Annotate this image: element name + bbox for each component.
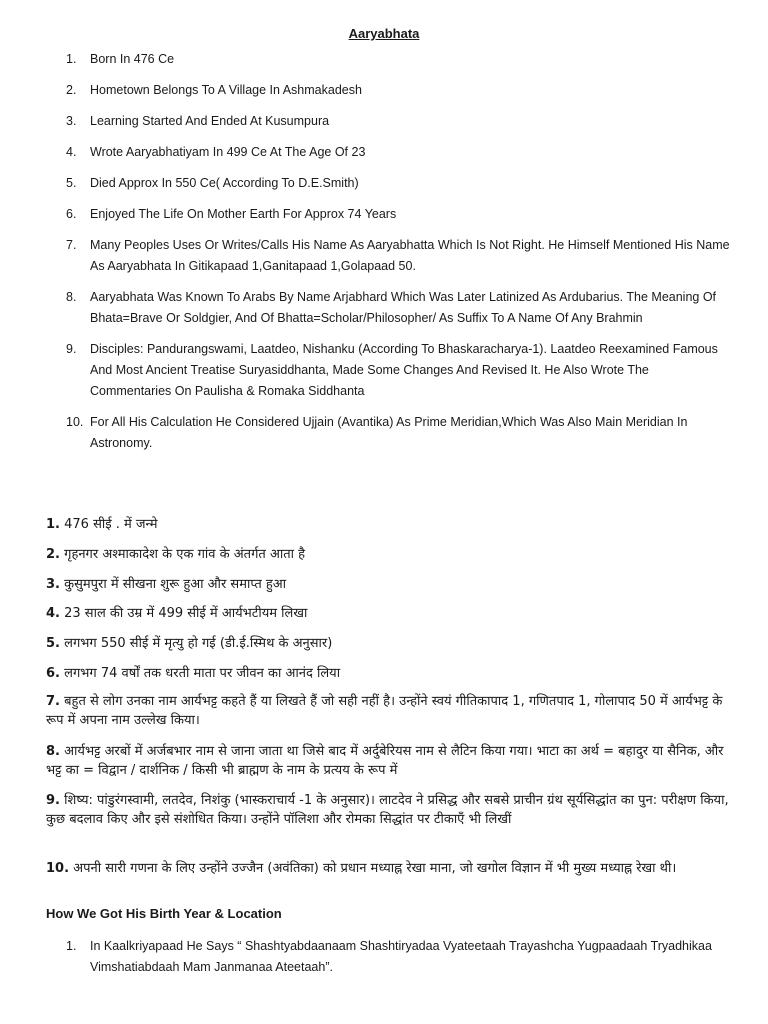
hindi-item-text: 476 सीई . में जन्मे — [64, 517, 158, 532]
item-text: Born In 476 Ce — [90, 52, 175, 66]
hindi-item — [46, 859, 736, 878]
item-text: In Kaalkriyapaad He Says “ Shashtyabdaanaam Shashtiryadaa Vyateetaah Trayashcha Yugpaadaah Tryadhikaa Vimshatiabdaah Mam Janmanaa Ateetaah”. — [90, 939, 712, 974]
item-text: Disciples: Pandurangswami, Laatdeo, Nishanku (According To Bhaskaracharya-1). Laatdeo Reexamined Famous And Most Ancient Treatise Suryasiddhanta, Made Some Changes And Revised It. He Also Wrote The Commentaries On Paulisha & Romaka Siddhanta — [90, 342, 718, 398]
hindi-item — [46, 742, 736, 780]
hindi-item-number: 8. — [46, 744, 60, 759]
hindi-item-text: लगभग 550 सीई में मृत्यु हो गई (डी.ई.स्मिथ के अनुसार) — [64, 636, 333, 651]
item-number: 9. — [66, 342, 77, 356]
item-text: Died Approx In 550 Ce( According To D.E.Smith) — [90, 176, 359, 190]
hindi-item-number: 1. — [46, 517, 60, 532]
section-heading: How We Got His Birth Year & Location — [46, 906, 282, 921]
item-number: 1. — [66, 52, 77, 66]
item-text: Many Peoples Uses Or Writes/Calls His Name As Aaryabhatta Which Is Not Right. He Himself Mentioned His Name As Aaryabhata In Gitikapaad 1,Ganitapaad 1,Golapaad 50. — [90, 238, 730, 273]
item-number: 10. — [66, 415, 84, 429]
hindi-item — [46, 791, 736, 829]
list-item — [66, 80, 730, 101]
list-item — [66, 142, 730, 163]
hindi-item-text: 23 साल की उम्र में 499 सीई में आर्यभटीयम लिखा — [64, 606, 308, 621]
hindi-item — [46, 575, 736, 594]
item-number: 7. — [66, 238, 77, 252]
hindi-item-number: 3. — [46, 577, 60, 592]
hindi-item — [46, 604, 736, 623]
item-text: Wrote Aaryabhatiyam In 499 Ce At The Age Of 23 — [90, 145, 366, 159]
english-facts-list — [66, 49, 730, 464]
list-item — [66, 287, 730, 329]
item-number: 6. — [66, 207, 77, 221]
hindi-item — [46, 515, 736, 534]
item-text: Aaryabhata Was Known To Arabs By Name Arjabhard Which Was Later Latinized As Ardubarius. The Meaning Of Bhata=Brave Or Soldgier, And Of Bhatta=Scholar/Philosopher/ As Suffix To A Name Of Any Brahmin — [90, 290, 717, 325]
item-number: 5. — [66, 176, 77, 190]
hindi-item-number: 7. — [46, 694, 60, 709]
hindi-item-number: 4. — [46, 606, 60, 621]
list-item — [66, 235, 730, 277]
item-number: 2. — [66, 83, 77, 97]
hindi-item-number: 6. — [46, 666, 60, 681]
item-number: 4. — [66, 145, 77, 159]
hindi-item-text: कुसुमपुरा में सीखना शुरू हुआ और समाप्त हुआ — [64, 577, 287, 592]
hindi-item-text: बहुत से लोग उनका नाम आर्यभट्ट कहते हैं या लिखते हैं जो सही नहीं है। उन्होंने स्वयं गीतिकापाद 1, गणितपाद 1, गोलापाद 50 में आर्यभट्ट के रूप में अपना नाम उल्लेख किया। — [46, 694, 723, 728]
hindi-item — [46, 692, 736, 730]
item-number: 8. — [66, 290, 77, 304]
hindi-item-text: अपनी सारी गणना के लिए उन्होंने उज्जैन (अवंतिका) को प्रधान मध्याह्न रेखा माना, जो खगोल विज्ञान में भी मुख्य मध्याह्न रेखा थी। — [73, 861, 677, 876]
hindi-item-number: 2. — [46, 547, 60, 562]
item-text: For All His Calculation He Considered Ujjain (Avantika) As Prime Meridian,Which Was Also Main Meridian In Astronomy. — [90, 415, 688, 450]
hindi-item-number: 5. — [46, 636, 60, 651]
item-text: Hometown Belongs To A Village In Ashmakadesh — [90, 83, 362, 97]
hindi-item — [46, 664, 736, 683]
hindi-item-number: 9. — [46, 793, 60, 808]
item-number: 1. — [66, 939, 77, 953]
item-text: Learning Started And Ended At Kusumpura — [90, 114, 330, 128]
hindi-item — [46, 545, 736, 564]
list-item — [66, 339, 730, 402]
item-text: Enjoyed The Life On Mother Earth For Approx 74 Years — [90, 207, 397, 221]
list-item — [66, 173, 730, 194]
hindi-item-number: 10. — [46, 861, 70, 876]
birth-year-list — [66, 936, 730, 978]
document-title: Aaryabhata — [348, 26, 420, 41]
hindi-item-text: लगभग 74 वर्षों तक धरती माता पर जीवन का आनंद लिया — [64, 666, 341, 681]
list-item — [66, 412, 730, 454]
list-item — [66, 111, 730, 132]
hindi-item — [46, 634, 736, 653]
hindi-item-text: शिष्य: पांडुरंगस्वामी, लतदेव, निशंकु (भास्कराचार्य -1 के अनुसार)। लाटदेव ने प्रसिद्ध और सबसे प्राचीन ग्रंथ सूर्यसिद्धांत का पुन: परीक्षण किया, कुछ बदलाव किए और इसे संशोधित किया। उन्होंने पॉलिशा और रोमका सिद्धांत पर टीकाएँ भी लिखीं — [46, 793, 729, 827]
list-item — [66, 936, 730, 978]
hindi-item-text: गृहनगर अश्माकादेश के एक गांव के अंतर्गत आता है — [64, 547, 306, 562]
item-number: 3. — [66, 114, 77, 128]
list-item — [66, 49, 730, 70]
hindi-item-text: आर्यभट्ट अरबों में अर्जबभार नाम से जाना जाता था जिसे बाद में अर्दुबेरियस नाम से लैटिन किया गया। भाटा का अर्थ = बहादुर या सैनिक, और भट्ट का = विद्वान / दार्शनिक / किसी भी ब्राह्मण के नाम के प्रत्यय के रूप में — [46, 744, 724, 778]
list-item — [66, 204, 730, 225]
